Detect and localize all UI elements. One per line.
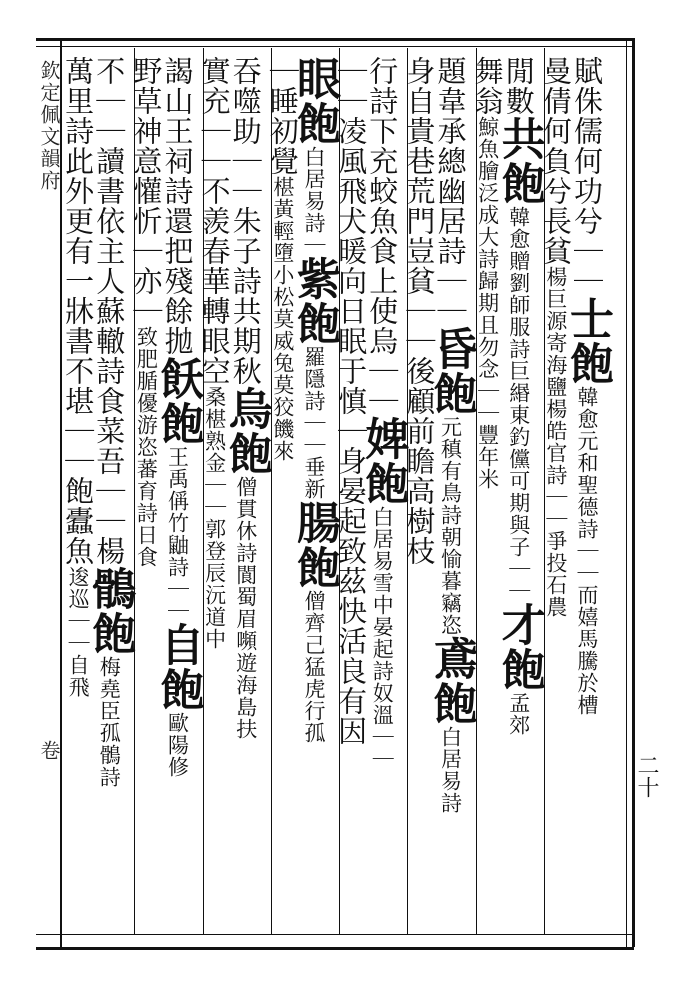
headword: 腸飽 — [289, 500, 340, 590]
body-text: 身自貴巷荒門豈貧｜｜後顧前瞻高樹枝 — [402, 56, 437, 566]
annotation-text: 白居易詩｜ — [302, 146, 326, 256]
headword: 共飽 — [493, 116, 545, 206]
text-column — [538, 56, 578, 932]
annotation-text: 歐陽修 — [165, 712, 190, 778]
headword: 眼飽 — [289, 56, 340, 146]
annotation-text: 孟郊 — [506, 692, 531, 736]
text-column — [470, 56, 510, 932]
body-text: 萬里詩此外更有一牀書不堪｜｜飽蠹魚 — [61, 56, 96, 566]
body-text: 不｜｜讀書依主人蘇轍詩食菜吾｜｜楊 — [92, 56, 127, 566]
text-column — [425, 56, 477, 932]
annotation-text: 韓愈元和聖德詩｜｜而嬉馬騰於槽 — [575, 386, 599, 716]
annotation-text: 僧齊己猛虎行孤 — [302, 590, 326, 744]
annotation-text: 逡巡｜｜自飛 — [66, 566, 91, 698]
annotation-text: 僧貫休詩閬蜀眉嚬遊海島扶 — [233, 476, 258, 740]
text-column — [334, 56, 373, 932]
annotation-text: 白居易詩 — [438, 726, 463, 814]
annotation-text: 詩日食 — [134, 502, 159, 568]
page-number: 二十 — [634, 754, 659, 798]
annotation-text: 梅堯臣孤鶻詩 — [97, 656, 122, 788]
column-rule — [134, 48, 135, 934]
column-rule — [476, 48, 477, 934]
text-column — [562, 56, 613, 932]
text-column — [129, 56, 168, 932]
annotation-text: 白居易雪中晏起詩奴溫｜｜ — [370, 506, 395, 770]
body-text: 閒數 — [501, 56, 536, 116]
body-text: 行詩下充蛟魚食上使烏｜｜ — [365, 56, 400, 416]
annotation-text: 致肥腯優游恣蕃育 — [134, 326, 159, 502]
body-text: 吞噬助｜｜朱子詩共期秋 — [228, 56, 263, 386]
text-column — [357, 56, 409, 932]
body-text: 實充｜｜不羨春華轉眼空 — [197, 56, 232, 386]
headword: 昏飽 — [425, 326, 477, 416]
annotation-text: 楊巨源寄海鹽楊皓官詩｜｜爭投石農 — [543, 266, 568, 618]
body-text: 舞翁 — [470, 56, 505, 116]
headword: 紫飽 — [289, 256, 340, 346]
body-text: 謁山王祠詩還把殘餘拋 — [160, 56, 195, 356]
text-column — [220, 56, 272, 932]
annotation-text: 王禹偁竹鼬詩｜｜ — [165, 446, 190, 622]
column-rule — [203, 48, 204, 934]
body-text: ｜睡初覺 — [265, 56, 300, 176]
annotation-text: 羅隱詩｜｜垂新 — [302, 346, 326, 500]
text-column — [61, 56, 100, 932]
headword: 才飽 — [493, 602, 545, 692]
column-rule — [271, 48, 272, 934]
annotation-text: 桑椹熟金｜｜郭登辰沅道中 — [202, 386, 227, 650]
column-rule — [339, 48, 340, 934]
headword: 鶻飽 — [84, 566, 136, 656]
margin-title: 欽定佩文韻府 — [37, 60, 61, 192]
headword: 士飽 — [562, 296, 613, 386]
body-text: 題韋承總幽居詩｜｜ — [433, 56, 468, 326]
annotation-text: 元稹有鳥詩朝愉暮竊恣 — [438, 416, 463, 636]
annotation-text: 鯨魚膾泛成大詩歸期且勿念｜｜豐年米 — [475, 116, 500, 490]
headword: 飫飽 — [152, 356, 204, 446]
text-column — [84, 56, 136, 932]
annotation-text: 椹黃輕墮小松 — [270, 176, 295, 308]
border-right — [632, 38, 635, 947]
headword: 自飽 — [152, 622, 204, 712]
body-text: 賦侏儒何功兮｜｜ — [570, 56, 604, 296]
text-column — [152, 56, 204, 932]
text-column — [402, 56, 441, 932]
border-inner-bottom — [36, 934, 634, 935]
text-column — [197, 56, 237, 932]
annotation-text: 韓愈贈劉師服詩巨緡東釣儻可期與子｜｜ — [506, 206, 531, 602]
headword: 婢飽 — [357, 416, 409, 506]
body-text: 曼倩何負兮長貧 — [538, 56, 573, 266]
text-column — [289, 56, 340, 932]
text-column — [493, 56, 545, 932]
body-text: 野草神意懽忻｜亦｜ — [129, 56, 164, 326]
headword: 烏飽 — [220, 386, 272, 476]
border-inner-top — [36, 46, 634, 47]
body-text: ｜｜凌風飛犬暖向日眠于慎｜身晏起致茲快活良有因 — [334, 56, 369, 746]
margin-folio: 卷 — [37, 740, 61, 760]
text-column — [265, 56, 305, 932]
headword: 鳶飽 — [425, 636, 477, 726]
border-right-inner — [626, 38, 627, 947]
annotation-text: 莫威兔莫狡饑來 — [270, 308, 295, 462]
